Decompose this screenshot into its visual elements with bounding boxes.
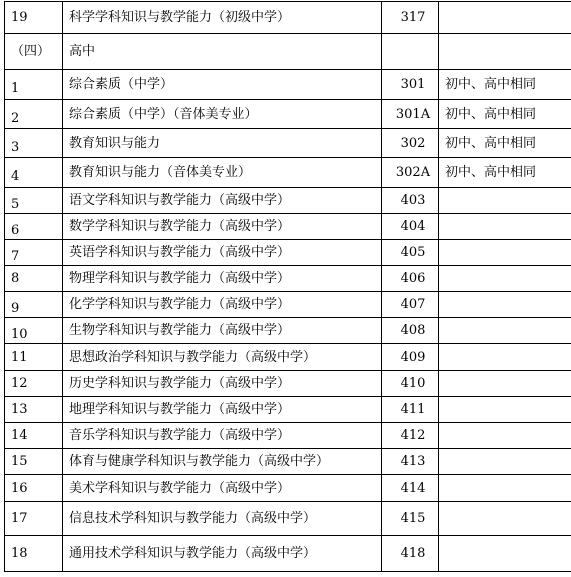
- row-number: 16: [5, 475, 63, 502]
- subject-code: 403: [382, 188, 439, 214]
- subject-name: 英语学科知识与教学能力（高级中学）: [63, 240, 382, 266]
- row-number: 12: [5, 371, 63, 397]
- table-row: [5, 188, 571, 214]
- table-row: [5, 475, 571, 502]
- subject-code: 415: [382, 502, 439, 536]
- subject-name: 教育知识与能力: [63, 129, 382, 158]
- table-row: [5, 371, 571, 397]
- row-number: 5: [5, 188, 63, 214]
- subject-note: [439, 475, 571, 502]
- table-row: [5, 397, 571, 423]
- subject-note: [439, 536, 571, 572]
- table-row: [5, 2, 571, 34]
- section-title: 高中: [63, 34, 382, 70]
- row-number: 8: [5, 266, 63, 292]
- subject-note: [439, 214, 571, 240]
- row-number: 6: [5, 214, 63, 240]
- subject-note: [439, 423, 571, 449]
- row-number: 3: [5, 129, 63, 158]
- subject-code: 410: [382, 371, 439, 397]
- subject-code: 317: [382, 2, 439, 34]
- subject-note: [439, 34, 571, 70]
- row-number: 11: [5, 344, 63, 371]
- row-number: 14: [5, 423, 63, 449]
- subject-note: [439, 502, 571, 536]
- subject-code: 406: [382, 266, 439, 292]
- table-row: [5, 502, 571, 536]
- subject-code: 408: [382, 318, 439, 344]
- subject-note: [439, 2, 571, 34]
- subject-note: [439, 188, 571, 214]
- subject-name: 物理学科知识与教学能力（高级中学）: [63, 266, 382, 292]
- subject-name: 综合素质（中学）（音体美专业）: [63, 100, 382, 129]
- subject-name: 科学学科知识与教学能力（初级中学）: [63, 2, 382, 34]
- exam-subject-table: [4, 1, 571, 572]
- subject-name: 美术学科知识与教学能力（高级中学）: [63, 475, 382, 502]
- subject-name: 体育与健康学科知识与教学能力（高级中学）: [63, 449, 382, 475]
- subject-note: [439, 371, 571, 397]
- row-number: 4: [5, 158, 63, 188]
- row-number: 10: [5, 318, 63, 344]
- subject-note: [439, 449, 571, 475]
- subject-note: [439, 292, 571, 318]
- subject-code: 301A: [382, 100, 439, 129]
- subject-code: 405: [382, 240, 439, 266]
- subject-code: 407: [382, 292, 439, 318]
- table-row: [5, 423, 571, 449]
- subject-code: 413: [382, 449, 439, 475]
- table-row: [5, 100, 571, 129]
- table-row: [5, 214, 571, 240]
- row-number: 7: [5, 240, 63, 266]
- subject-name: 语文学科知识与教学能力（高级中学）: [63, 188, 382, 214]
- subject-name: 音乐学科知识与教学能力（高级中学）: [63, 423, 382, 449]
- subject-code: 404: [382, 214, 439, 240]
- table-row: [5, 240, 571, 266]
- row-number: 18: [5, 536, 63, 572]
- subject-note: [439, 318, 571, 344]
- subject-note: [439, 266, 571, 292]
- subject-code: [382, 34, 439, 70]
- row-number: 1: [5, 70, 63, 100]
- table-row: [5, 266, 571, 292]
- subject-name: 生物学科知识与教学能力（高级中学）: [63, 318, 382, 344]
- table-row: [5, 34, 571, 70]
- table-row: [5, 318, 571, 344]
- table-row: [5, 536, 571, 572]
- row-number: 2: [5, 100, 63, 129]
- table-row: [5, 344, 571, 371]
- subject-name: 化学学科知识与教学能力（高级中学）: [63, 292, 382, 318]
- subject-note: [439, 397, 571, 423]
- subject-name: 数学学科知识与教学能力（高级中学）: [63, 214, 382, 240]
- table-row: [5, 129, 571, 158]
- subject-code: 409: [382, 344, 439, 371]
- subject-note: 初中、高中相同: [439, 129, 571, 158]
- table-row: [5, 449, 571, 475]
- subject-code: 301: [382, 70, 439, 100]
- subject-note: 初中、高中相同: [439, 100, 571, 129]
- subject-code: 418: [382, 536, 439, 572]
- subject-code: 414: [382, 475, 439, 502]
- subject-note: 初中、高中相同: [439, 70, 571, 100]
- subject-name: 地理学科知识与教学能力（高级中学）: [63, 397, 382, 423]
- table-row: [5, 158, 571, 188]
- subject-note: [439, 240, 571, 266]
- subject-note: 初中、高中相同: [439, 158, 571, 188]
- subject-name: 思想政治学科知识与教学能力（高级中学）: [63, 344, 382, 371]
- row-number: 15: [5, 449, 63, 475]
- subject-code: 412: [382, 423, 439, 449]
- table-row: [5, 292, 571, 318]
- section-number: （四）: [5, 34, 63, 70]
- row-number: 13: [5, 397, 63, 423]
- subject-name: 历史学科知识与教学能力（高级中学）: [63, 371, 382, 397]
- row-number: 9: [5, 292, 63, 318]
- subject-name: 信息技术学科知识与教学能力（高级中学）: [63, 502, 382, 536]
- subject-code: 411: [382, 397, 439, 423]
- subject-name: 教育知识与能力（音体美专业）: [63, 158, 382, 188]
- row-number: 19: [5, 2, 63, 34]
- subject-name: 通用技术学科知识与教学能力（高级中学）: [63, 536, 382, 572]
- table-row: [5, 70, 571, 100]
- row-number: 17: [5, 502, 63, 536]
- subject-code: 302: [382, 129, 439, 158]
- subject-note: [439, 344, 571, 371]
- subject-name: 综合素质（中学）: [63, 70, 382, 100]
- subject-code: 302A: [382, 158, 439, 188]
